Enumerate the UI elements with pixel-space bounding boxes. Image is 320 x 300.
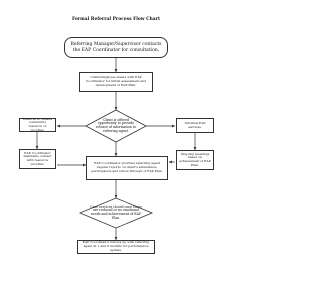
start-oval: Referring Manager/Supervisor contacts the EAP Coordinator for consultation. bbox=[64, 37, 168, 58]
page-title: Formal Referral Process Flow Chart bbox=[72, 17, 160, 22]
informal-services-box: Informal EAP services. bbox=[176, 118, 214, 133]
ongoing-meetings-box: Ongoing meetings based on achievement of EAP Plan. bbox=[176, 150, 214, 170]
reports-box: EAP Coordinator provides referring agent regular reports on client's attendance, participation and follow-through of EAP Plan. bbox=[86, 156, 168, 180]
assessment-box: Client/employee meets with EAP Coordinator for initial assessment and development of EAP Plan. bbox=[79, 72, 153, 92]
case-closed-text: Case services closed once there are reduced or no emotional needs and achievement of EAP Plan. bbox=[90, 204, 142, 220]
referral-box: Referral to outside community resource or provider. bbox=[19, 118, 56, 132]
followup-box: EAP Coordinator follows up with referring agent at 1 and 6 months for performance update. bbox=[77, 240, 155, 254]
coordinator-contact-box: EAP Coordinator maintains contact with resource provider. bbox=[19, 149, 56, 169]
decision-text: Client is offered opportunity to provide release of information to referring agent. bbox=[96, 117, 136, 133]
